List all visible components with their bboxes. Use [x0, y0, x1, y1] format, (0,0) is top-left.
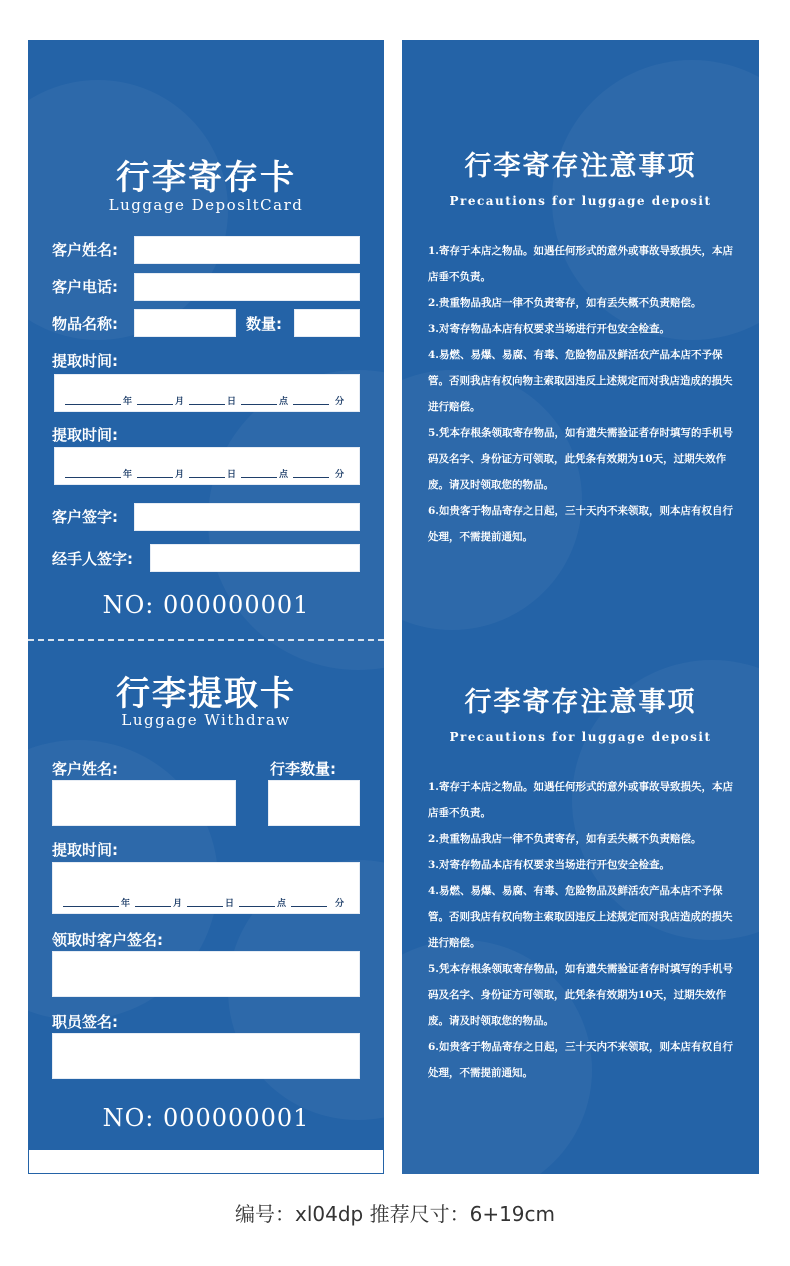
precautions-subtitle: Precautions for luggage deposit	[449, 730, 712, 744]
staff-signature-field[interactable]	[52, 1033, 360, 1079]
left-card-panel	[28, 40, 384, 1150]
precautions-subtitle: Precautions for luggage deposit	[449, 194, 712, 208]
precaution-item: 2.贵重物品我店一律不负责寄存，如有丢失概不负责赔偿。	[428, 297, 702, 309]
precaution-item: 4.易燃、易爆、易腐、有毒、危险物品及鲜活农产品本店不予保管。否则我店有权向物主索取因违反上述规定而对我店造成的损失进行赔偿。	[428, 885, 733, 949]
precaution-item: 6.如贵客于物品寄存之日起，三十天内不来领取，则本店有权自行处理，不需提前通知。	[428, 505, 733, 543]
pickup-signature-field[interactable]	[52, 951, 360, 997]
staff-signature-label: 职员签名:	[52, 1013, 118, 1031]
withdraw-customer-name-label: 客户姓名:	[52, 760, 118, 778]
hour-unit: 点	[277, 899, 287, 909]
precaution-item: 5.凭本存根条领取寄存物品，如有遗失需验证者存时填写的手机号码及名字、身份证方可领取，此凭条有效期为10天，过期失效作废。请及时领取您的物品。	[428, 963, 733, 1027]
precaution-item: 2.贵重物品我店一律不负责寄存，如有丢失概不负责赔偿。	[428, 833, 702, 845]
pickup-time-label: 提取时间:	[52, 352, 118, 370]
precautions-title: 行李寄存注意事项	[464, 687, 697, 718]
deposit-card-title: 行李寄存卡	[116, 158, 296, 198]
precaution-item: 5.凭本存根条领取寄存物品，如有遗失需验证者存时填写的手机号码及名字、身份证方可领取，此凭条有效期为10天，过期失效作废。请及时领取您的物品。	[428, 427, 733, 491]
luggage-count-field[interactable]	[268, 780, 360, 826]
precaution-item: 3.对寄存物品本店有权要求当场进行开包安全检查。	[428, 859, 670, 871]
customer-phone-field[interactable]	[134, 273, 360, 301]
month-unit: 月	[173, 899, 183, 909]
luggage-count-label: 行李数量:	[270, 760, 336, 778]
year-unit: 年	[123, 397, 133, 407]
precaution-item: 1.寄存于本店之物品。如遇任何形式的意外或事故导致损失，本店店垂不负责。	[428, 245, 733, 283]
quantity-field[interactable]	[294, 309, 360, 337]
item-name-field[interactable]	[134, 309, 236, 337]
customer-phone-label: 客户电话:	[52, 278, 118, 296]
withdraw-card-title: 行李提取卡	[116, 674, 296, 714]
precaution-item: 1.寄存于本店之物品。如遇任何形式的意外或事故导致损失，本店店垂不负责。	[428, 781, 733, 819]
precaution-item: 6.如贵客于物品寄存之日起，三十天内不来领取，则本店有权自行处理，不需提前通知。	[428, 1041, 733, 1079]
minute-unit: 分	[335, 397, 345, 407]
card-bottom-margin	[28, 1150, 384, 1174]
minute-unit: 分	[335, 899, 345, 909]
year-unit: 年	[123, 470, 133, 480]
pickup-signature-label: 领取时客户签名:	[52, 931, 163, 949]
day-unit: 日	[227, 397, 237, 407]
precaution-item: 4.易燃、易爆、易腐、有毒、危险物品及鲜活农产品本店不予保管。否则我店有权向物主索取因违反上述规定而对我店造成的损失进行赔偿。	[428, 349, 733, 413]
handler-signature-label: 经手人签字:	[52, 550, 133, 568]
hour-unit: 点	[279, 397, 289, 407]
deposit-card-subtitle: Luggage DeposltCard	[108, 196, 304, 214]
item-name-label: 物品名称:	[52, 315, 118, 333]
customer-name-field[interactable]	[134, 236, 360, 264]
pickup-time-label: 提取时间:	[52, 426, 118, 444]
year-unit: 年	[121, 899, 131, 909]
minute-unit: 分	[335, 470, 345, 480]
withdraw-card-subtitle: Luggage Withdraw	[121, 711, 291, 729]
month-unit: 月	[175, 397, 185, 407]
hour-unit: 点	[279, 470, 289, 480]
product-caption: 编号：xl04dp 推荐尺寸：6+19cm	[235, 1202, 555, 1226]
deposit-card-number: NO: 000000001	[102, 591, 310, 619]
precautions-title: 行李寄存注意事项	[464, 151, 697, 182]
withdraw-pickup-time-label: 提取时间:	[52, 841, 118, 859]
day-unit: 日	[227, 470, 237, 480]
precautions-list	[428, 238, 738, 550]
handler-signature-field[interactable]	[150, 544, 360, 572]
month-unit: 月	[175, 470, 185, 480]
withdraw-customer-name-field[interactable]	[52, 780, 236, 826]
withdraw-card-number: NO: 000000001	[102, 1104, 310, 1132]
precautions-panel	[402, 40, 759, 1174]
tear-line	[28, 639, 384, 641]
customer-signature-label: 客户签字:	[52, 508, 118, 526]
customer-signature-field[interactable]	[134, 503, 360, 531]
pickup-time-field[interactable]	[54, 447, 360, 485]
day-unit: 日	[225, 899, 235, 909]
withdraw-pickup-time-field[interactable]	[52, 862, 360, 914]
pickup-time-field[interactable]	[54, 374, 360, 412]
quantity-label: 数量:	[246, 315, 282, 333]
precaution-item: 3.对寄存物品本店有权要求当场进行开包安全检查。	[428, 323, 670, 335]
customer-name-label: 客户姓名:	[52, 241, 118, 259]
precautions-list	[428, 774, 738, 1086]
